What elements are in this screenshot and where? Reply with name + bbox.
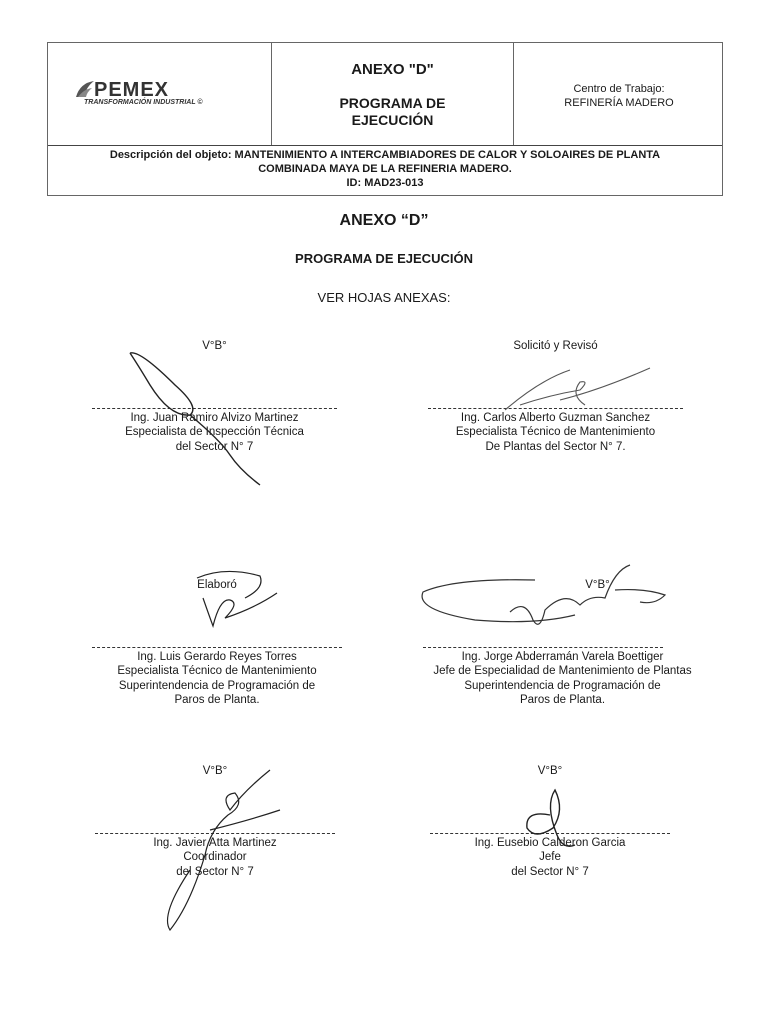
logo-name: PEMEX [94, 79, 170, 101]
logo-cell [48, 43, 272, 145]
signer-dept: Paros de Planta. [519, 694, 606, 706]
signer-title: Especialista Técnico de Mantenimiento [117, 665, 317, 677]
signature-block [92, 578, 342, 708]
annex-note: VER HOJAS ANEXAS: [317, 290, 451, 305]
signature-line [430, 833, 670, 834]
signature-line [428, 408, 683, 409]
signer-title: Jefe de Especialidad de Mantenimiento de Plantas [433, 665, 692, 677]
signer-name: Ing. Eusebio Calderon Garcia [474, 836, 626, 849]
signer-title: Coordinador [183, 851, 247, 863]
header-anexo: ANEXO "D" [351, 61, 434, 78]
signer-title: Jefe [539, 851, 561, 863]
object-description [48, 148, 722, 190]
signer-sector: del Sector N° 7 [175, 440, 254, 453]
logo-subtitle: TRANSFORMACIÓN INDUSTRIAL © [84, 99, 203, 106]
signature-role: V°B° [202, 340, 227, 352]
signer-dept: Superintendencia de Programación de [464, 679, 661, 692]
signature-line [423, 647, 663, 648]
centro-label: Centro de Trabajo: [573, 83, 665, 95]
signature-line [92, 408, 337, 409]
signer-dept: Paros de Planta. [174, 694, 260, 706]
description-line: COMBINADA MAYA DE LA REFINERIA MADERO. [258, 163, 512, 175]
signer-sector: del Sector N° 7 [176, 865, 254, 878]
signature-role: V°B° [585, 579, 610, 591]
signature-block [430, 764, 670, 879]
document-header [47, 42, 723, 196]
signature-role: V°B° [537, 765, 563, 777]
header-row [48, 43, 722, 146]
pemex-logo-icon [74, 79, 96, 101]
signer-title: Especialista Técnico de Mantenimiento [455, 426, 656, 438]
signer-sector: del Sector N° 7 [511, 865, 589, 878]
signature-block [415, 578, 710, 708]
signer-title: Especialista de Inspección Técnica [125, 426, 304, 438]
centro-cell [514, 43, 724, 145]
signature-role: Elaboró [197, 579, 237, 591]
centro-value: REFINERÍA MADERO [564, 97, 674, 109]
page-title: ANEXO “D” [339, 212, 429, 229]
signature-block [92, 339, 337, 454]
header-programa-line2: EJECUCIÓN [351, 112, 434, 128]
signature-role: Solicitó y Revisó [513, 340, 598, 352]
signer-dept: Superintendencia de Programación de [118, 679, 316, 692]
header-programa [272, 95, 513, 129]
description-id: ID: MAD23-013 [346, 177, 424, 189]
signature-line [95, 833, 335, 834]
description-line: Descripción del objeto: MANTENIMIENTO A INTERCAMBIADORES DE CALOR Y SOLOAIRES DE PLANTA [109, 149, 661, 161]
signature-role: V°B° [202, 765, 228, 777]
signer-name: Ing. Luis Gerardo Reyes Torres [137, 650, 297, 663]
signer-name: Ing. Juan Ramiro Alvizo Martinez [130, 411, 299, 424]
signer-name: Ing. Javier Atta Martinez [153, 836, 277, 849]
signer-name: Ing. Jorge Abderramán Varela Boettiger [461, 650, 664, 663]
signature-line [92, 647, 342, 648]
header-programa-line1: PROGRAMA DE [339, 95, 446, 111]
signer-sector: De Plantas del Sector N° 7. [485, 440, 626, 453]
signature-block [95, 764, 335, 879]
signer-name: Ing. Carlos Alberto Guzman Sanchez [460, 411, 651, 424]
title-cell [272, 43, 514, 145]
page-subtitle: PROGRAMA DE EJECUCIÓN [295, 251, 473, 266]
signature-block [428, 339, 683, 454]
